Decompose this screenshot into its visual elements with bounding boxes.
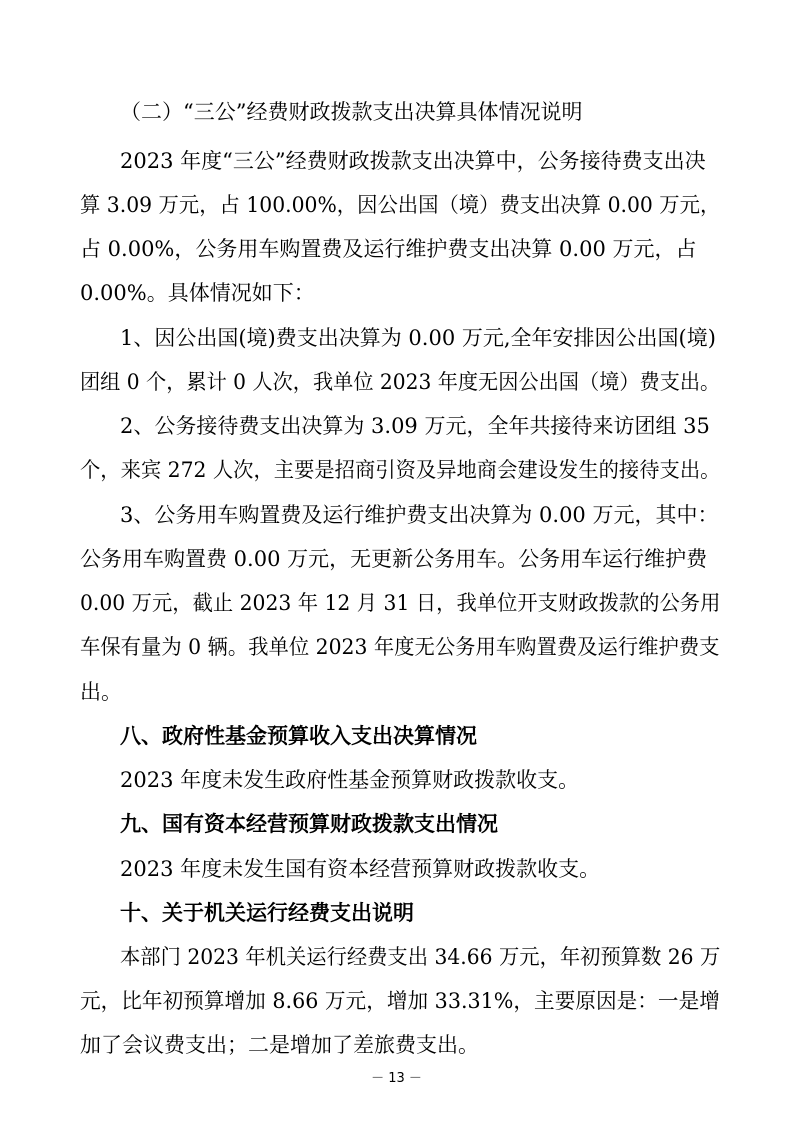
paragraph-line: 加了会议费支出；二是增加了差旅费支出。 [80, 1033, 479, 1057]
paragraph-line: 0.00 万元，截止 2023 年 12 月 31 日，我单位开支财政拨款的公务用 [80, 591, 721, 615]
paragraph-line: 2023 年度未发生政府性基金预算财政拨款收支。 [120, 768, 580, 792]
paragraph-line: 0.00%。具体情况如下： [80, 281, 315, 305]
paragraph-line: 3、公务用车购置费及运行维护费支出决算为 0.00 万元，其中： [120, 503, 719, 527]
paragraph-line: 2、公务接待费支出决算为 3.09 万元，全年共接待来访团组 35 [120, 414, 710, 438]
paragraph-line: 车保有量为 0 辆。我单位 2023 年度无公务用车购置费及运行维护费支 [80, 635, 720, 659]
paragraph-line: 团组 0 个，累计 0 人次，我单位 2023 年度无因公出国（境）费支出。 [80, 370, 721, 394]
paragraph-line: 元，比年初预算增加 8.66 万元，增加 33.31%，主要原因是：一是增 [80, 989, 720, 1013]
paragraph-line: 出。 [80, 680, 122, 704]
paragraph-line: 公务用车购置费 0.00 万元，无更新公务用车。公务用车运行维护费 [80, 547, 708, 571]
paragraph-line: 占 0.00%，公务用车购置费及运行维护费支出决算 0.00 万元，占 [80, 237, 697, 261]
section-heading-10: 十、关于机关运行经费支出说明 [120, 901, 414, 925]
subheading: （二）“三公”经费财政拨款支出决算具体情况说明 [120, 100, 583, 124]
paragraph-line: 2023 年度未发生国有资本经营预算财政拨款收支。 [120, 857, 601, 881]
section-heading-8: 八、政府性基金预算收入支出决算情况 [120, 724, 477, 748]
paragraph-line: 2023 年度“三公”经费财政拨款支出决算中，公务接待费支出决 [120, 149, 706, 173]
section-heading-9: 九、国有资本经营预算财政拨款支出情况 [120, 812, 498, 836]
page-number: － 13 － [371, 1071, 422, 1086]
paragraph-line: 算 3.09 万元，占 100.00%，因公出国（境）费支出决算 0.00 万元， [80, 193, 721, 217]
paragraph-line: 1、因公出国(境)费支出决算为 0.00 万元,全年安排因公出国(境) [120, 326, 716, 350]
paragraph-line: 本部门 2023 年机关运行经费支出 34.66 万元，年初预算数 26 万 [120, 945, 721, 969]
paragraph-line: 个，来宾 272 人次，主要是招商引资及异地商会建设发生的接待支出。 [80, 458, 721, 482]
